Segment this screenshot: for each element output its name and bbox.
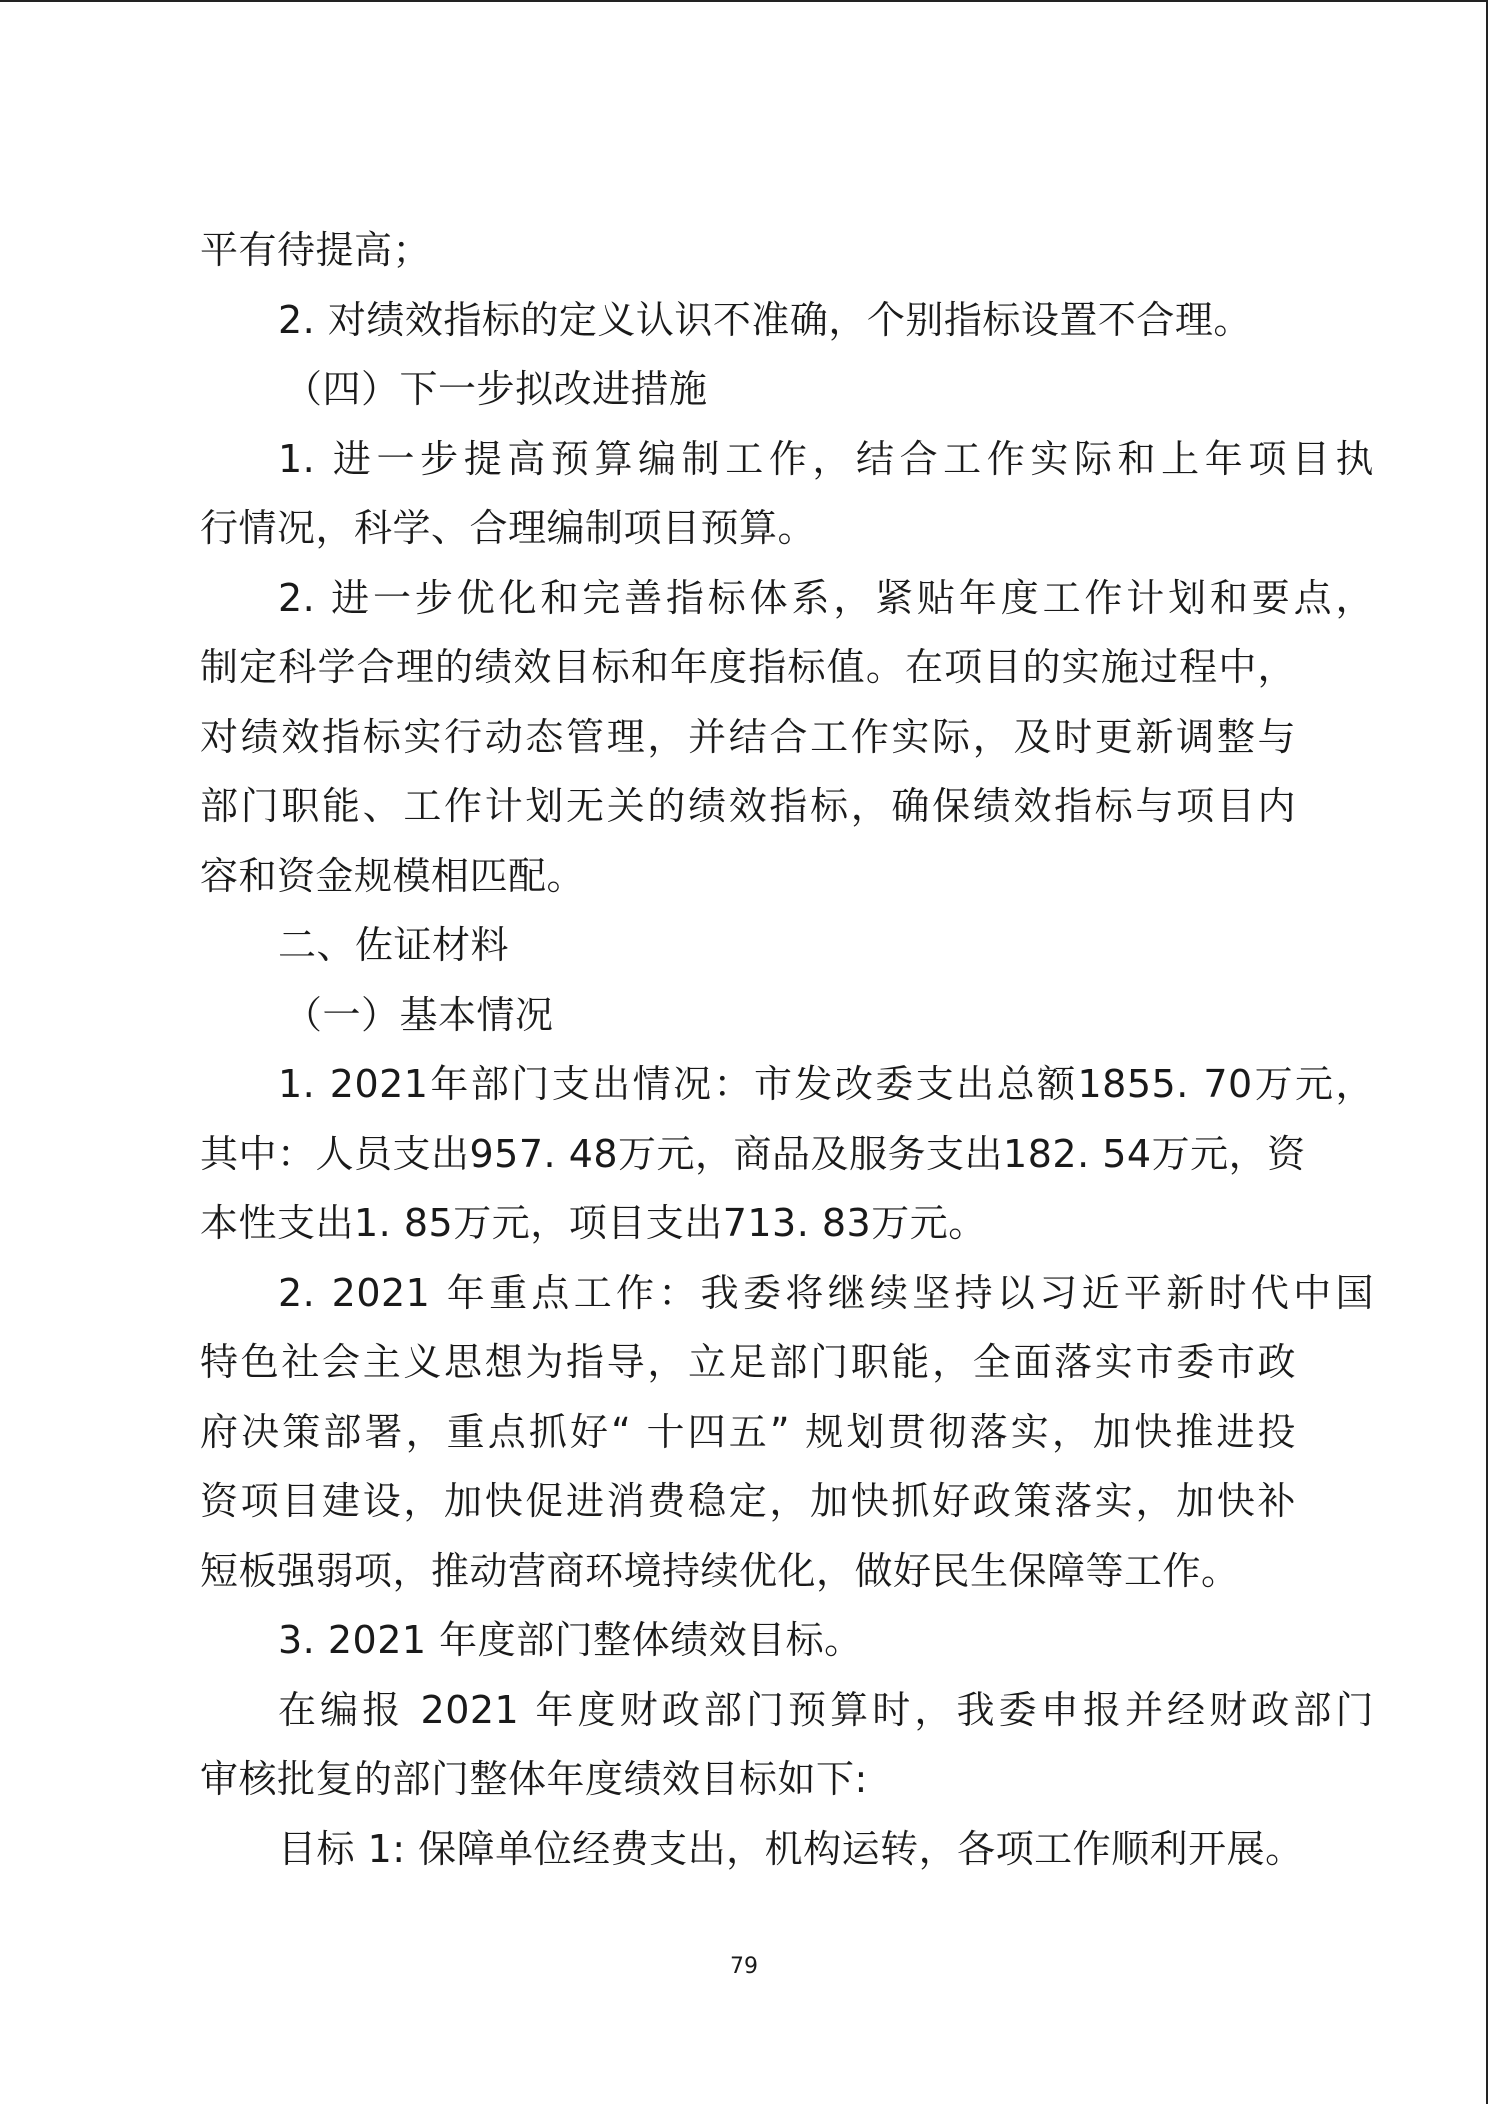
text-line: 2. 2021 年重点工作：我委将继续坚持以习近平新时代中国 xyxy=(278,1270,1374,1315)
text-line: 制定科学合理的绩效目标和年度指标值。在项目的实施过程中， xyxy=(200,645,1296,689)
text-line: 平有待提高； xyxy=(200,228,432,272)
text-line: 对绩效指标实行动态管理，并结合工作实际，及时更新调整与 xyxy=(200,714,1296,759)
text-line: 审核批复的部门整体年度绩效目标如下: xyxy=(200,1757,868,1801)
document-body xyxy=(200,216,1374,1884)
text-line: 3. 2021 年度部门整体绩效目标。 xyxy=(278,1618,863,1662)
text-line: 短板强弱项，推动营商环境持续优化，做好民生保障等工作。 xyxy=(200,1548,1240,1593)
text-line: 部门职能、工作计划无关的绩效指标，确保绩效指标与项目内 xyxy=(200,784,1296,828)
text-line: 行情况，科学、合理编制项目预算。 xyxy=(200,506,817,550)
text-line: 本性支出1. 85万元，项目支出713. 83万元。 xyxy=(200,1201,987,1245)
section-heading: （四）下一步拟改进措施 xyxy=(284,367,708,411)
section-heading: （一）基本情况 xyxy=(284,992,554,1037)
text-line: 容和资金规模相匹配。 xyxy=(200,853,586,898)
text-line: 在编报 2021 年度财政部门预算时，我委申报并经财政部门 xyxy=(278,1687,1374,1732)
text-line: 其中：人员支出957. 48万元，商品及服务支出182. 54万元，资 xyxy=(200,1131,1306,1176)
text-line: 特色社会主义思想为指导，立足部门职能，全面落实市委市政 xyxy=(200,1340,1296,1384)
text-line: 目标 1: 保障单位经费支出，机构运转，各项工作顺利开展。 xyxy=(278,1826,1304,1871)
section-heading: 二、佐证材料 xyxy=(278,923,510,967)
text-line: 1. 进一步提高预算编制工作，结合工作实际和上年项目执 xyxy=(278,436,1374,481)
text-line: 2. 对绩效指标的定义认识不准确，个别指标设置不合理。 xyxy=(278,297,1252,342)
text-line: 1. 2021年部门支出情况：市发改委支出总额1855. 70万元， xyxy=(278,1062,1374,1106)
text-line: 2. 进一步优化和完善指标体系，紧贴年度工作计划和要点， xyxy=(278,575,1374,620)
text-line: 资项目建设，加快促进消费稳定，加快抓好政策落实，加快补 xyxy=(200,1479,1296,1523)
page-border-top xyxy=(0,0,1488,2)
page-number: 79 xyxy=(730,1954,758,1979)
text-line: 府决策部署，重点抓好“ 十四五” 规划贯彻落实，加快推进投 xyxy=(200,1409,1296,1454)
